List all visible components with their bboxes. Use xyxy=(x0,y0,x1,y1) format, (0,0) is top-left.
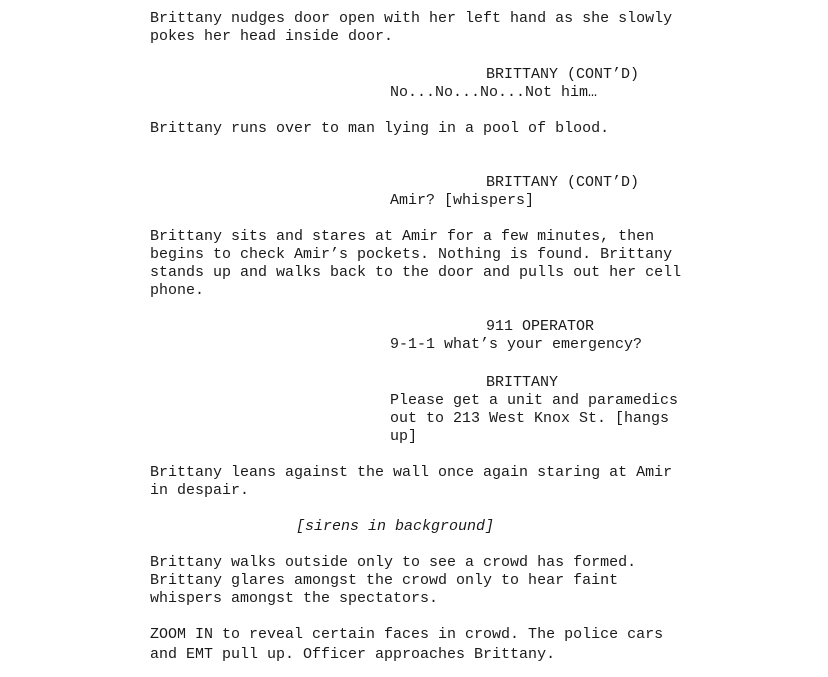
dialogue-line: No...No...No...Not him… xyxy=(390,84,598,101)
action-line: Brittany glares amongst the crowd only to hear faint xyxy=(150,572,619,589)
action-line: Brittany runs over to man lying in a pool of blood. xyxy=(150,120,610,137)
sound-cue: [sirens in background] xyxy=(296,518,495,535)
action-line: in despair. xyxy=(150,482,250,499)
action-line: phone. xyxy=(150,282,205,299)
character-name: 911 OPERATOR xyxy=(486,318,595,335)
dialogue-line: out to 213 West Knox St. [hangs xyxy=(390,410,670,427)
dialogue-line: Please get a unit and paramedics xyxy=(390,392,679,409)
action-line: Brittany walks outside only to see a crowd has formed. xyxy=(150,554,637,571)
action-line: ZOOM IN to reveal certain faces in crowd. The police cars xyxy=(150,626,664,643)
dialogue-line: Amir? [whispers] xyxy=(390,192,535,209)
character-name: BRITTANY (CONT’D) xyxy=(486,66,640,83)
character-name: BRITTANY (CONT’D) xyxy=(486,174,640,191)
action-line: whispers amongst the spectators. xyxy=(150,590,439,607)
character-name: BRITTANY xyxy=(486,374,559,391)
action-line: Brittany nudges door open with her left hand as she slowly xyxy=(150,10,673,27)
action-line: Brittany sits and stares at Amir for a few minutes, then xyxy=(150,228,655,245)
action-line: stands up and walks back to the door and pulls out her cell xyxy=(150,264,682,281)
action-line: Brittany leans against the wall once again staring at Amir xyxy=(150,464,673,481)
dialogue-line: up] xyxy=(390,428,418,445)
action-line: pokes her head inside door. xyxy=(150,28,394,45)
action-line: and EMT pull up. Officer approaches Brittany. xyxy=(150,646,556,663)
dialogue-line: 9-1-1 what’s your emergency? xyxy=(390,336,643,353)
action-line: begins to check Amir’s pockets. Nothing is found. Brittany xyxy=(150,246,673,263)
